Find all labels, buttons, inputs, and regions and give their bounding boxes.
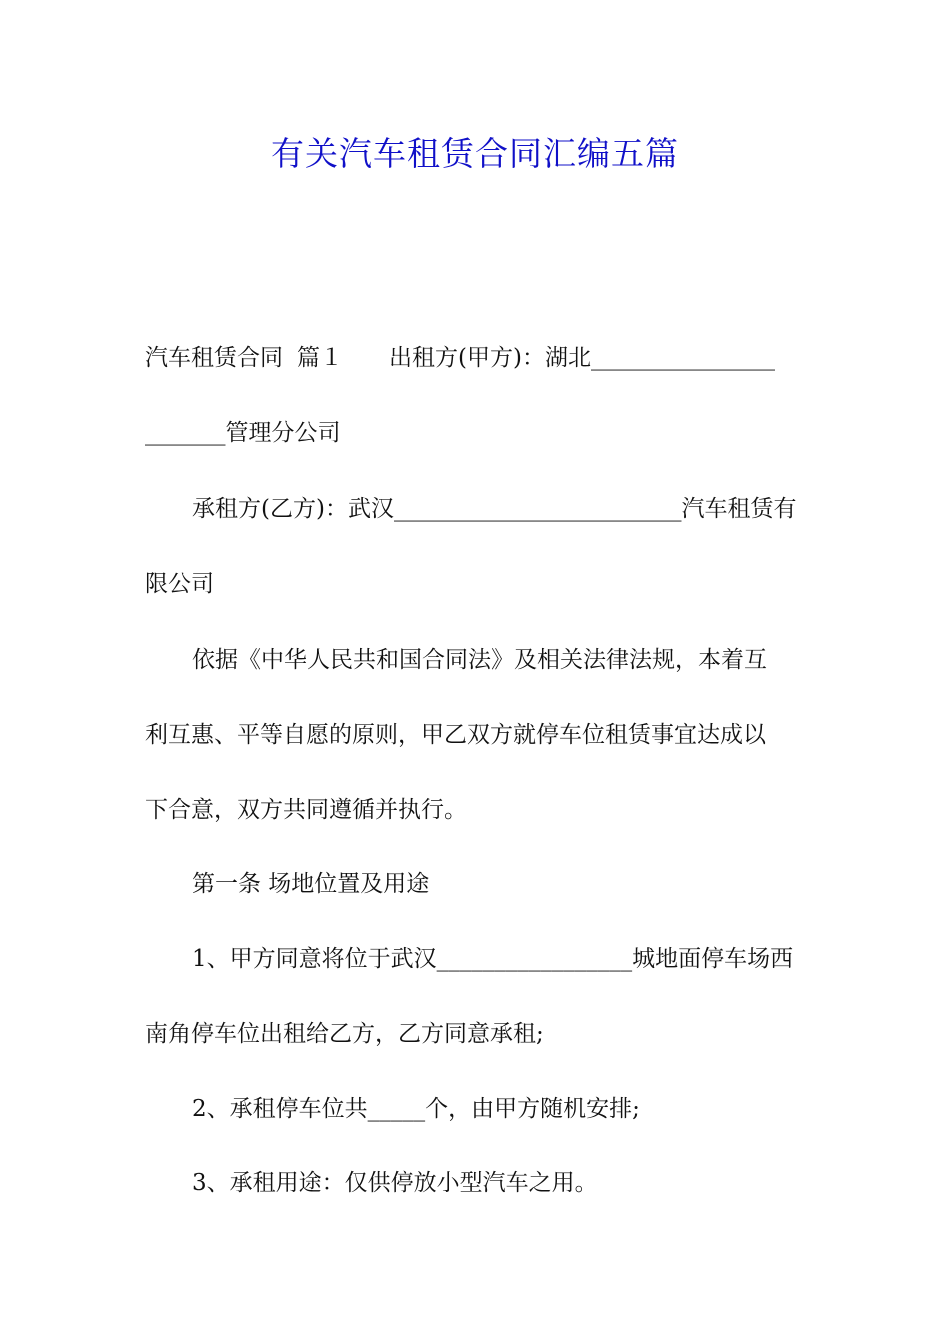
contract-number: 篇１ (297, 345, 343, 371)
line-9: 1、甲方同意将位于武汉_________________城地面停车场西 (192, 946, 794, 972)
line-5: 依据《中华人民共和国合同法》及相关法律法规，本着互 (192, 647, 767, 673)
contract-heading: 汽车租赁合同 (145, 345, 283, 371)
line-2: _______管理分公司 (145, 420, 341, 446)
line-7: 下合意，双方共同遵循并执行。 (145, 797, 467, 823)
lessor-line: 出租方(甲方)：湖北________________ (389, 345, 775, 371)
line-12: 3、承租用途：仅供停放小型汽车之用。 (192, 1170, 598, 1196)
line-10: 南角停车位出租给乙方，乙方同意承租; (145, 1021, 544, 1047)
line-1 (145, 343, 825, 373)
line-6: 利互惠、平等自愿的原则，甲乙双方就停车位租赁事宜达成以 (145, 722, 766, 748)
line-11: 2、承租停车位共_____个，由甲方随机安排; (192, 1096, 640, 1122)
line-3: 承租方(乙方)：武汉_________________________汽车租赁有 (192, 496, 797, 522)
line-4: 限公司 (145, 571, 214, 597)
document-title: 有关汽车租赁合同汇编五篇 (271, 134, 679, 173)
article-1-heading: 第一条 场地位置及用途 (192, 871, 430, 897)
